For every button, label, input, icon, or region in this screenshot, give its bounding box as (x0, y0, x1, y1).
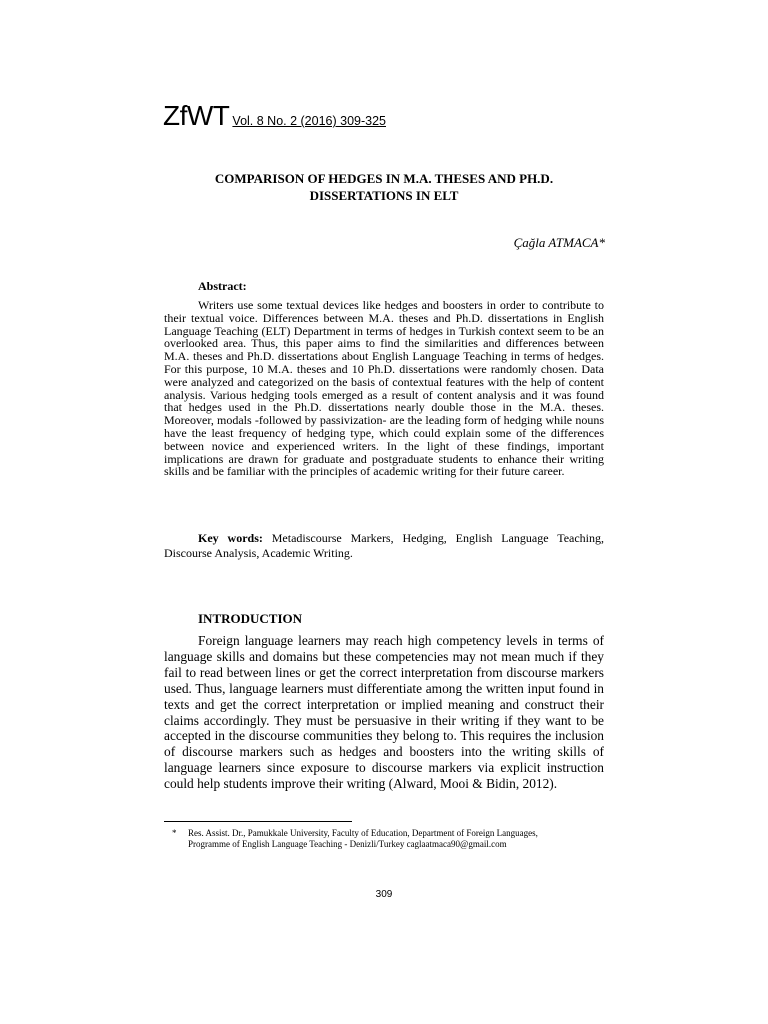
introduction-text: Foreign language learners may reach high competency levels in terms of language skills and domains but these competencies may not mean much if they fail to read between lines or get the correct interpretation from discourse markers used. Thus, language learners must differentiate among the written input found in texts and get the correct interpretation or implied meaning and construct their claims accordingly. They must be persuasive in their writing if they want to be accepted in the discourse communities they belong to. This requires the inclusion of discourse markers such as hedges and boosters into the writing skills of language learners since exposure to discourse markers via explicit instruction could help students improve their writing (Alward, Mooi & Bidin, 2012). (164, 633, 604, 792)
footnote-marker: * (172, 828, 177, 838)
paper-title (163, 170, 605, 204)
footnote-line-1: Res. Assist. Dr., Pamukkale University, Faculty of Education, Department of Foreign Languages, (188, 828, 538, 838)
author-name: Çağla ATMACA* (513, 235, 605, 250)
introduction-heading: INTRODUCTION (198, 611, 303, 626)
journal-volume-info: Vol. 8 No. 2 (2016) 309-325 (232, 114, 386, 128)
footnote (172, 828, 612, 850)
keywords (164, 531, 604, 560)
paper-title-line-2: DISSERTATIONS IN ELT (309, 188, 459, 203)
journal-logo: ZfWT (163, 100, 230, 131)
footnote-rule (164, 821, 352, 822)
abstract-text: Writers use some textual devices like hedges and boosters in order to contribute to their textual voice. Differences between M.A. theses and Ph.D. dissertations in English Language Teaching (ELT) Department in terms of hedges in Turkish context seem to be an overlooked area. Thus, this paper aims to find the similarities and differences between M.A. theses and Ph.D. dissertations about English Language Teaching in terms of hedges. For this purpose, 10 M.A. theses and 10 Ph.D. dissertations were randomly chosen. Data were analyzed and categorized on the basis of contextual features with the help of content analysis. Various hedging tools emerged as a result of content analysis and it was found that hedges used in the Ph.D. dissertations nearly double those in the M.A. theses. Moreover, modals -followed by passivization- are the leading form of hedging while nouns have the least frequency of hedging type, which could explain some of the differences between novice and experienced writers. In the light of these findings, important implications are drawn for graduate and postgraduate students to enhance their writing skills and be familiar with the principles of academic writing for their future career. (164, 298, 604, 479)
journal-header (163, 100, 386, 132)
abstract-heading: Abstract: (198, 279, 247, 293)
paper-title-line-1: COMPARISON OF HEDGES IN M.A. THESES AND PH.D. (214, 171, 554, 186)
page-number: 309 (375, 889, 393, 900)
footnote-line-2: Programme of English Language Teaching - Denizli/Turkey caglaatmaca90@gmail.com (188, 839, 507, 849)
keywords-text: Metadiscourse Markers, Hedging, English Language Teaching, Discourse Analysis, Academic Writing. (164, 531, 605, 560)
keywords-label: Key words: (198, 531, 263, 545)
